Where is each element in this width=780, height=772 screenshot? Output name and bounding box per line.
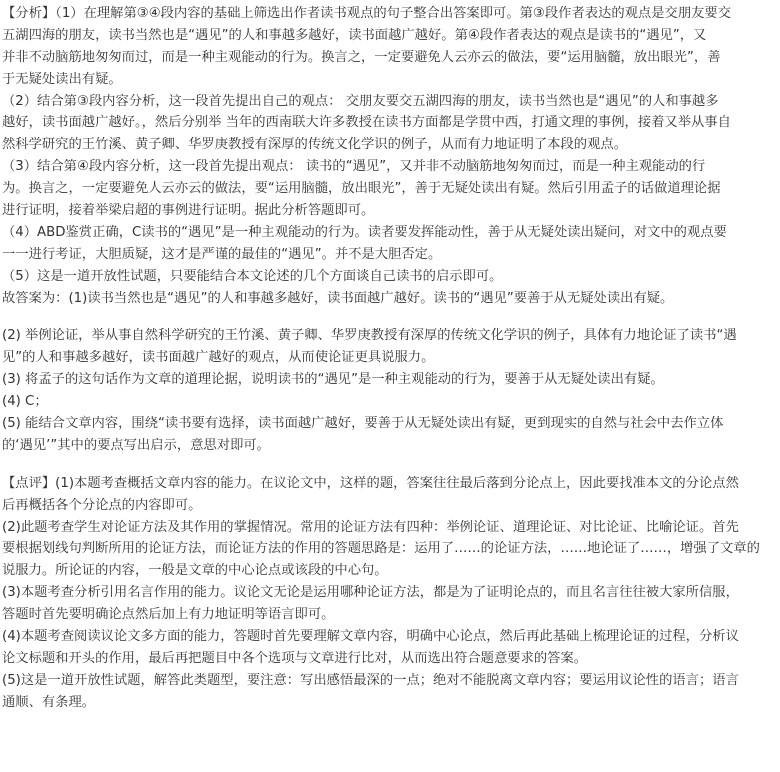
text-line: (5)这是一道开放性试题，解答此类题型，要注意：写出感悟最深的一点；绝对不能脱离文章内容；要运用议论性的语言；语言 [2,672,739,688]
text-line: 【点评】(1)本题考查概括文章内容的能力。在议论文中，这样的题，答案往往最后落到分论点上，因此要找准本文的分论点然 [2,475,739,491]
text-line: 的‘遇见’”其中的要点写出启示，意思对即可。 [2,437,270,453]
text-line: 故答案为：(1)读书当然也是“遇见”的人和事越多越好，读书面越广越好。读书的“遇见”要善于从无疑处读出有疑。 [2,290,674,306]
answers-section [2,325,778,456]
text-line: 五湖四海的朋友，读书当然也是“遇见”的人和事越多越好，读书面越广越好。第④段作者表达的观点是读书的“遇见”，又 [2,27,707,43]
text-line: (5) 能结合文章内容，围绕“读书要有选择，读书面越广越好，要善于从无疑处读出有疑，更到现实的自然与社会中去作立体 [2,416,724,432]
text-line: 通顺、有条理。 [2,694,96,710]
text-line: 见”的人和事越多越好，读书面越广越好的观点，从而使论证更具说服力。 [2,350,435,366]
paragraph-gap [2,309,778,325]
text-line: （3）结合第④段内容分析，这一段首先提出观点： 读书的“遇见”，又并非不动脑筋地匆匆而过，而是一种主观能动的行 [2,159,706,175]
text-line: (4) C； [2,394,48,410]
text-line: 进行证明，接着举梁启超的事例进行证明。据此分析答题即可。 [2,203,375,219]
text-line: 答题时首先要明确论点然后加上有力地证明等语言即可。 [2,607,335,623]
text-line: 说服力。所论证的内容，一般是文章的中心论点或该段的中心句。 [2,563,388,579]
text-line: (2)此题考查学生对论证方法及其作用的掌握情况。常用的论证方法有四种：举例论证、道理论证、对比论证、比喻论证。首先 [2,519,739,535]
text-line: 【分析】（1）在理解第③④段内容的基础上筛选出作者读书观点的句子整合出答案即可。第③段作者表达的观点是交朋友要交 [2,6,732,21]
text-line: (2) 举例论证，举从事自然科学研究的王竹溪、黄子卿、华罗庚教授有深厚的传统文化学识的例子，具体有力地论证了读书“遇 [2,328,737,344]
comment-section [2,473,778,714]
text-line: 论文标题和开头的作用，最后再把题目中各个选项与文章进行比对，从而选出符合题意要求的答案。 [2,650,588,666]
text-line: 然科学研究的王竹溪、黄子卿、华罗庚教授有深厚的传统文化学识的例子，从而有力地证明了本段的观点。 [2,137,627,153]
text-line: 于无疑处读出有疑。 [2,71,122,87]
text-line: （2）结合第③段内容分析，这一段首先提出自己的观点： 交朋友要交五湖四海的朋友，读书当然也是“遇见”的人和事越多 [2,93,719,109]
text-line: 要根据划线句判断所用的论证方法，而论证方法的作用的答题思路是：运用了……的论证方法，……地论证了……，增强了文章的 [2,541,760,557]
text-line: （4）ABD鉴赏正确，C读书的“遇见”是一种主观能动的行为。读者要发挥能动性，善于从无疑处读出疑问，对文中的观点要 [2,224,727,240]
text-line: 并非不动脑筋地匆匆而过，而是一种主观能动的行为。换言之，一定要避免人云亦云的做法，要“运用脑髓，放出眼光”，善 [2,49,721,65]
text-line: (3) 将孟子的这句话作为文章的道理论据，说明读书的“遇见”是一种主观能动的行为，要善于从无疑处读出有疑。 [2,372,664,388]
analysis-section [2,3,778,309]
text-line: 越好，读书面越广越好。，然后分别举 当年的西南联大许多教授在读书方面都是学贯中西，打通文理的事例，接着又举从事自 [2,115,731,131]
text-line: 一一进行考证，大胆质疑，这才是严谨的最佳的“遇见”。并不是大胆否定。 [2,246,442,262]
text-line: （5）这是一道开放性试题，只要能结合本文论述的几个方面谈自己读书的启示即可。 [2,268,503,284]
text-line: 为。换言之，一定要避免人云亦云的做法，要“运用脑髓，放出眼光”，善于无疑处读出有疑。然后引用孟子的话做道理论据 [2,181,721,197]
text-line: (4)本题考查阅读议论文多方面的能力，答题时首先要理解文章内容，明确中心论点，然后再此基础上梳理论证的过程，分析议 [2,629,739,645]
text-line: (3)本题考查分析引用名言作用的能力。议论文无论是运用哪种论证方法，都是为了证明论点的，而且名言往往被大家所信服， [2,585,739,601]
paragraph-gap [2,457,778,473]
document-body [2,3,778,714]
text-line: 后再概括各个分论点的内容即可。 [2,497,202,513]
